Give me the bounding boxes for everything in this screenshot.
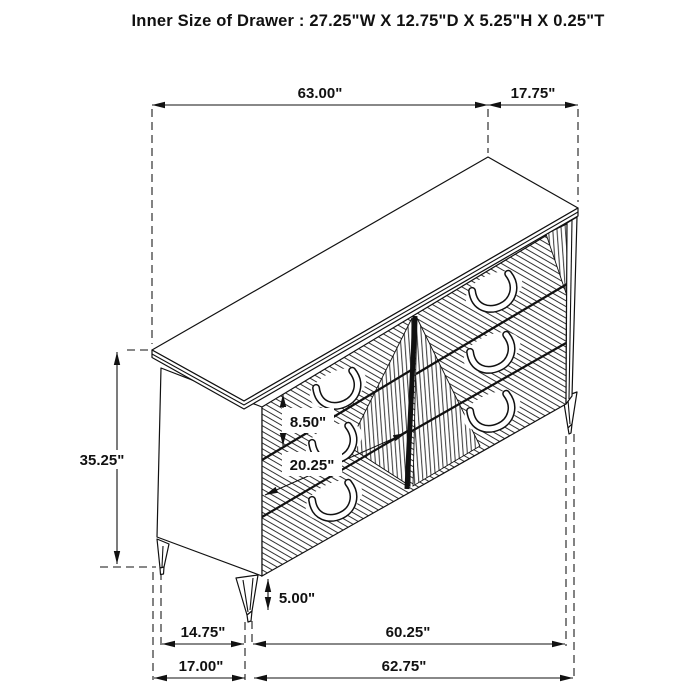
dim-label-leg-height: 5.00" xyxy=(278,590,316,607)
dim-label-leg-inset-depth: 14.75" xyxy=(180,624,226,641)
dim-label-drawer-height: 8.50" xyxy=(289,414,327,431)
dim-label-width-top: 63.00" xyxy=(297,85,343,102)
dim-label-leg-span-width: 60.25" xyxy=(385,624,431,641)
dim-label-height: 35.25" xyxy=(79,452,125,469)
dim-label-base-depth: 17.00" xyxy=(178,658,224,675)
dim-label-depth-top: 17.75" xyxy=(510,85,556,102)
dim-label-drawer-span: 20.25" xyxy=(289,457,335,474)
dim-label-base-width: 62.75" xyxy=(381,658,427,675)
diagram-title: Inner Size of Drawer : 27.25"W X 12.75"D X 5.25"H X 0.25"T xyxy=(131,12,605,30)
